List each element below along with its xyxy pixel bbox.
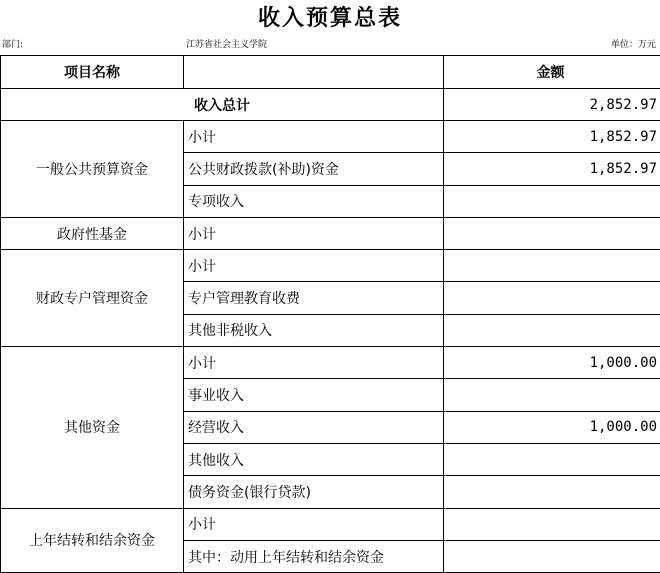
group-name: 上年结转和结余资金 bbox=[1, 508, 184, 573]
row-amount: 1,000.00 bbox=[444, 347, 660, 379]
total-label: 收入总计 bbox=[1, 89, 444, 121]
unit-label: 单位：万元 bbox=[611, 37, 656, 53]
row-amount bbox=[444, 314, 660, 346]
row-label: 经营收入 bbox=[184, 411, 444, 443]
row-amount bbox=[444, 282, 660, 314]
header-amount: 金额 bbox=[444, 56, 660, 89]
row-label: 小计 bbox=[184, 121, 444, 153]
table-row bbox=[1, 217, 660, 249]
row-label: 专户管理教育收费 bbox=[184, 282, 444, 314]
report-title: 收入预算总表 bbox=[0, 2, 660, 36]
table-header-row bbox=[1, 56, 660, 89]
row-label: 其他非税收入 bbox=[184, 314, 444, 346]
row-label: 债务资金(银行贷款) bbox=[184, 476, 444, 508]
row-amount bbox=[444, 540, 660, 572]
row-amount: 1,852.97 bbox=[444, 153, 660, 185]
header-project-name: 项目名称 bbox=[1, 56, 184, 89]
row-label: 其他收入 bbox=[184, 443, 444, 475]
total-row bbox=[1, 89, 660, 121]
row-label: 小计 bbox=[184, 217, 444, 249]
table-row bbox=[1, 250, 660, 282]
row-label: 小计 bbox=[184, 508, 444, 540]
row-amount bbox=[444, 379, 660, 411]
row-label: 公共财政拨款(补助)资金 bbox=[184, 153, 444, 185]
row-label: 小计 bbox=[184, 250, 444, 282]
group-name: 财政专户管理资金 bbox=[1, 250, 184, 347]
group-name: 政府性基金 bbox=[1, 217, 184, 249]
row-amount: 1,000.00 bbox=[444, 411, 660, 443]
row-amount bbox=[444, 217, 660, 249]
row-amount: 1,852.97 bbox=[444, 121, 660, 153]
row-amount bbox=[444, 508, 660, 540]
table-row bbox=[1, 347, 660, 379]
row-amount bbox=[444, 250, 660, 282]
group-name: 其他资金 bbox=[1, 347, 184, 508]
row-label: 专项收入 bbox=[184, 185, 444, 217]
row-label: 小计 bbox=[184, 347, 444, 379]
table-row bbox=[1, 121, 660, 153]
row-amount bbox=[444, 476, 660, 508]
department-label: 部门: bbox=[2, 37, 23, 53]
department-value: 江苏省社会主义学院 bbox=[186, 37, 267, 53]
row-amount bbox=[444, 443, 660, 475]
total-amount: 2,852.97 bbox=[444, 89, 660, 121]
group-name: 一般公共预算资金 bbox=[1, 121, 184, 218]
row-amount bbox=[444, 185, 660, 217]
budget-table bbox=[0, 55, 660, 573]
row-label: 其中：动用上年结转和结余资金 bbox=[184, 540, 444, 572]
table-row bbox=[1, 508, 660, 540]
row-label: 事业收入 bbox=[184, 379, 444, 411]
header-blank bbox=[184, 56, 444, 89]
